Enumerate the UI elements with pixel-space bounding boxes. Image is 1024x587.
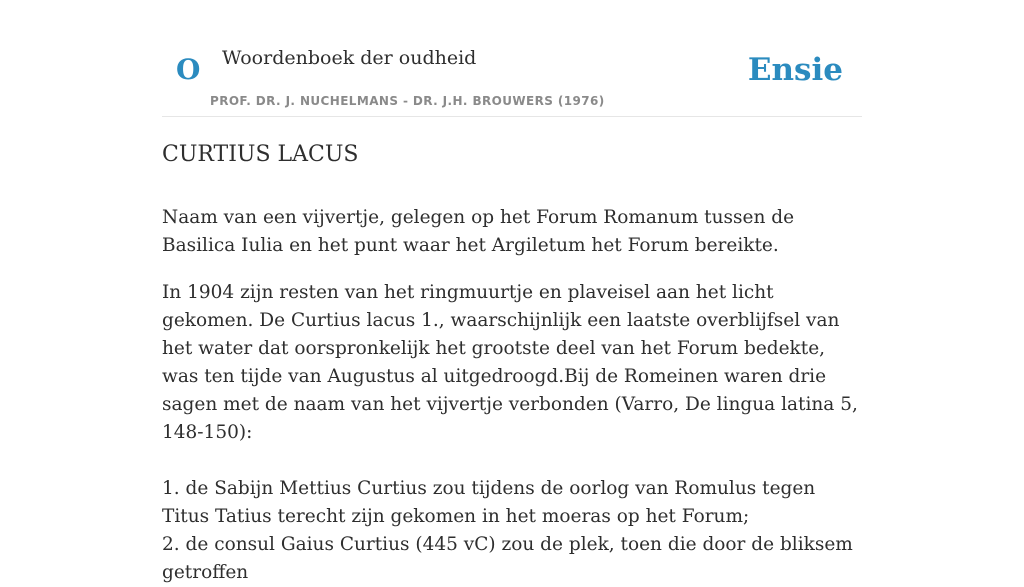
entry-paragraph-1: Naam van een vijvertje, gelegen op het Forum Romanum tussen de Basilica Iulia en het punt waar het Argiletum het Forum bereikte. <box>162 207 795 256</box>
entry-paragraph-2: In 1904 zijn resten van het ringmuurtje en plaveisel aan het licht gekomen. De Curtius lacus 1., waarschijnlijk een laatste overblijfsel van het water dat oorspronkelijk het grootste deel van het Forum bedekte, was ten tijde van Augustus al uitgedroogd.Bij de Romeinen waren drie sagen met de naam van het vijvertje verbonden (Varro, De lingua latina 5, 148-150): <box>162 282 858 443</box>
list-item-1: 1. de Sabijn Mettius Curtius zou tijdens de oorlog van Romulus tegen Titus Tatius terecht zijn gekomen in het moeras op het Forum; <box>162 478 816 527</box>
book-title[interactable]: Woordenboek der oudheid <box>222 47 477 69</box>
brand-logo[interactable]: Ensie <box>747 52 843 88</box>
entry-title: CURTIUS LACUS <box>162 142 359 167</box>
list-item-2: 2. de consul Gaius Curtius (445 vC) zou de plek, toen die door de bliksem getroffen <box>162 534 853 583</box>
header <box>162 0 862 117</box>
letter-index[interactable]: O <box>176 53 201 86</box>
book-authors: PROF. DR. J. NUCHELMANS - DR. J.H. BROUWERS (1976) <box>210 94 605 108</box>
entry-list <box>162 475 862 587</box>
entry-content <box>162 140 862 587</box>
